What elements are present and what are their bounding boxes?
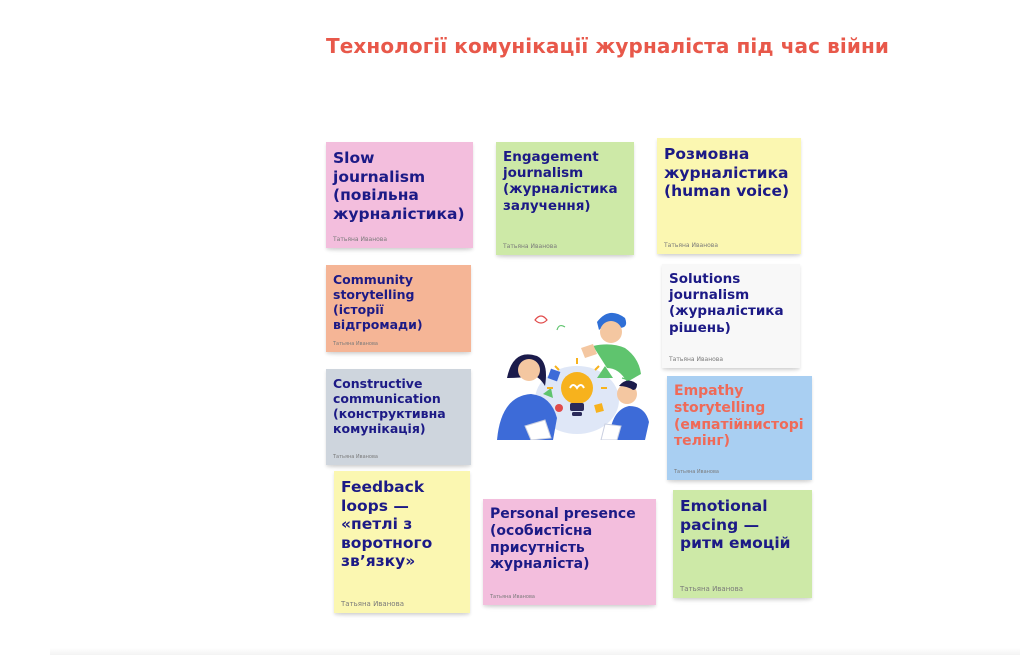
sticky-note-author: Татьяна Иванова <box>333 236 387 243</box>
sticky-note-community-storytelling[interactable] <box>326 265 471 352</box>
sticky-note-conversational-journalism[interactable] <box>657 138 801 254</box>
sticky-note-slow-journalism[interactable] <box>326 142 473 248</box>
sticky-note-author: Татьяна Иванова <box>664 242 718 249</box>
board-title: Технології комунікації журналіста під час війни <box>326 34 889 58</box>
sticky-note-author: Татьяна Иванова <box>503 243 557 250</box>
sticky-note-author: Татьяна Иванова <box>674 469 719 475</box>
sticky-note-text: Empathy storytelling (емпатійнисторі телінг) <box>674 383 804 450</box>
sticky-note-personal-presence[interactable] <box>483 499 656 605</box>
canvas-bottom-edge <box>50 648 1020 655</box>
sticky-note-author: Татьяна Иванова <box>490 594 535 600</box>
lightbulb-icon <box>497 308 653 440</box>
sticky-note-text: Feedback loops — «петлі з воротного зв’язку» <box>341 478 433 571</box>
sticky-note-text: Engagement journalism (журналістика залучення) <box>503 149 618 214</box>
sticky-note-empathy-storytelling[interactable] <box>667 376 812 480</box>
sticky-note-text: Solutions journalism (журналістика рішень) <box>669 271 784 336</box>
sticky-note-author: Татьяна Иванова <box>669 356 723 363</box>
sticky-note-author: Татьяна Иванова <box>333 454 378 460</box>
teamwork-lightbulb-illustration <box>497 308 653 440</box>
sticky-note-text: Emotional pacing — ритм емоцій <box>680 497 791 553</box>
sticky-note-author: Татьяна Иванова <box>341 600 404 608</box>
sticky-note-text: Constructive communication (конструктивна комунікація) <box>333 376 446 436</box>
sticky-note-feedback-loops[interactable] <box>334 471 470 613</box>
sticky-note-author: Татьяна Иванова <box>680 585 743 593</box>
sticky-note-engagement-journalism[interactable] <box>496 142 634 255</box>
sticky-note-constructive-communication[interactable] <box>326 369 471 465</box>
sticky-note-text: Community storytelling (історії відгромади) <box>333 272 423 332</box>
sticky-note-emotional-pacing[interactable] <box>673 490 812 598</box>
sticky-note-text: Personal presence (особистісна присутність журналіста) <box>490 506 636 573</box>
sticky-note-text: Розмовна журналістика (human voice) <box>664 145 790 201</box>
sticky-note-author: Татьяна Иванова <box>333 341 378 347</box>
sticky-note-text: Slow journalism (повільна журналістика) <box>333 149 465 223</box>
sticky-note-solutions-journalism[interactable] <box>662 264 800 368</box>
